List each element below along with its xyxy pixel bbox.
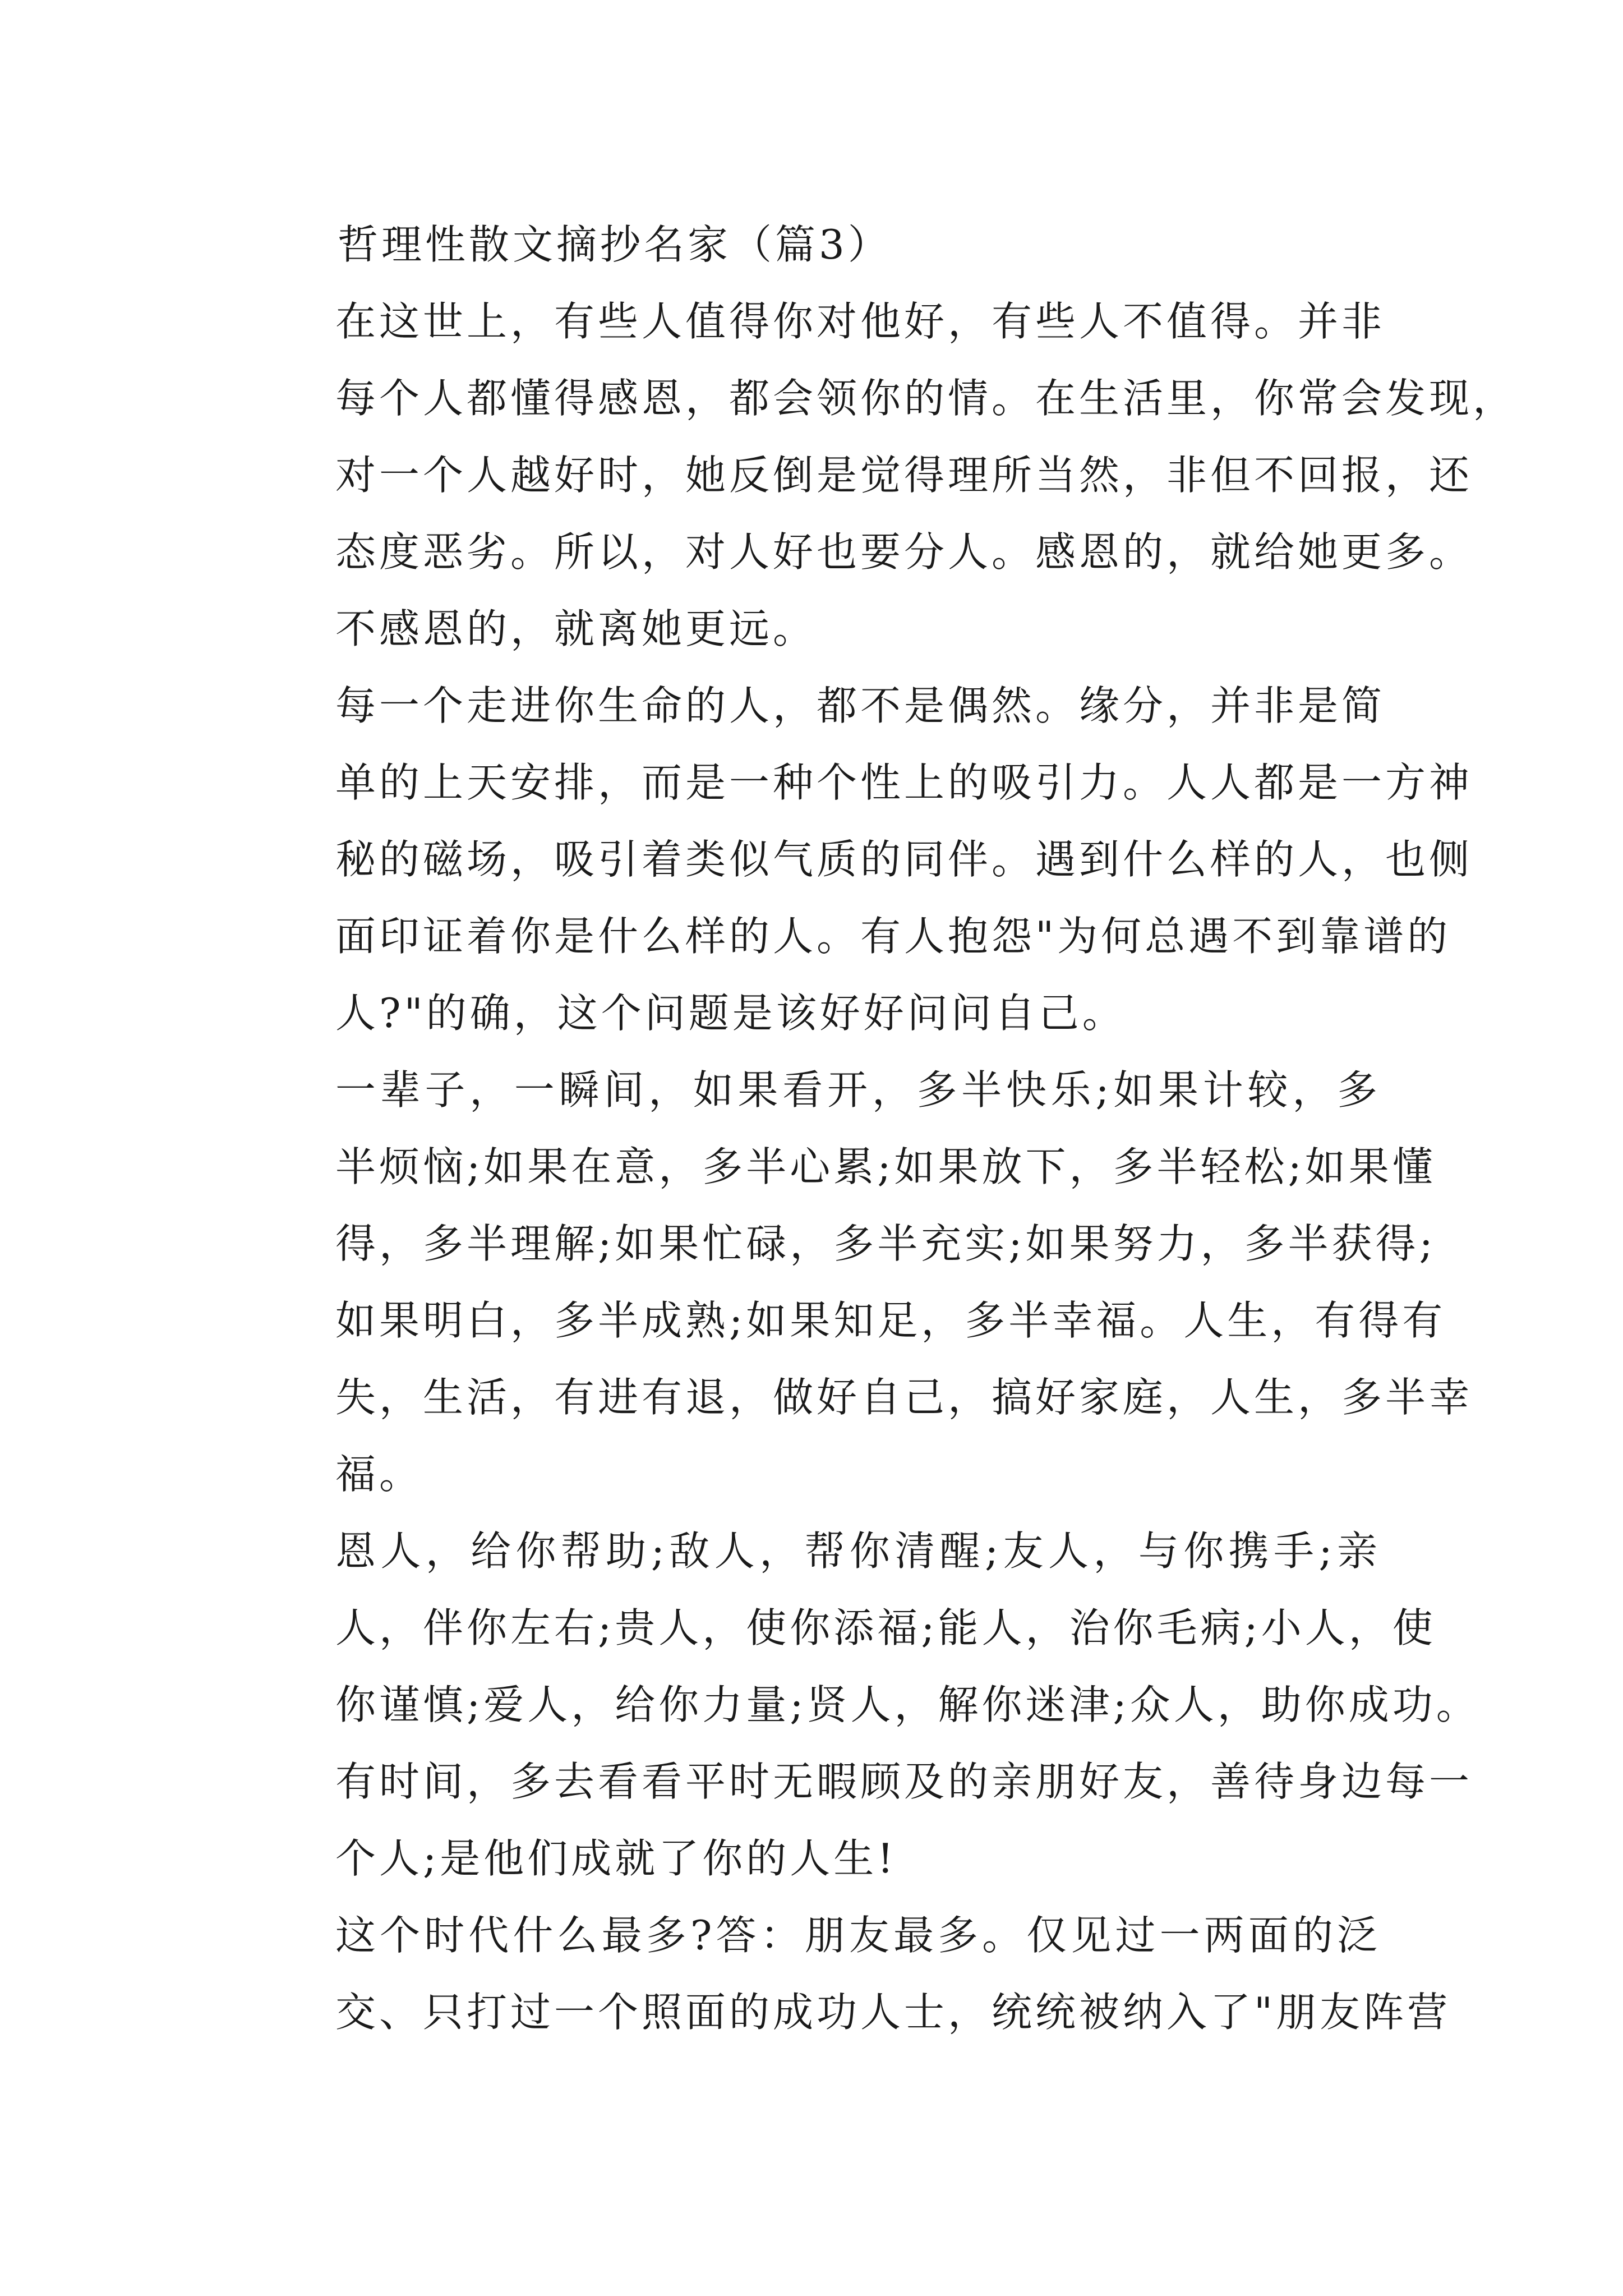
paragraph-line: 福。 [335, 1451, 423, 1498]
paragraph-1 [248, 283, 1517, 668]
paragraph-line: 半烦恼;如果在意，多半心累;如果放下，多半轻松;如果懂 [335, 1143, 1436, 1190]
paragraph-line: 人，伴你左右;贵人，使你添福;能人，治你毛病;小人，使 [335, 1604, 1436, 1651]
paragraph-line: 秘的磁场，吸引着类似气质的同伴。遇到什么样的人，也侧 [335, 836, 1473, 883]
paragraph-3 [248, 1052, 1473, 1513]
paragraph-line: 恩人，给你帮助;敌人，帮你清醒;友人，与你携手;亲 [335, 1527, 1381, 1575]
document-body [248, 206, 1517, 2051]
paragraph-2 [248, 668, 1473, 1052]
paragraph-line: 在这世上，有些人值得你对他好，有些人不值得。并非 [335, 298, 1386, 345]
paragraph-line: 如果明白，多半成熟;如果知足，多半幸福。人生，有得有 [335, 1297, 1446, 1344]
paragraph-line: 面印证着你是什么样的人。有人抱怨"为何总遇不到靠谱的 [335, 913, 1451, 960]
paragraph-line: 单的上天安排，而是一种个性上的吸引力。人人都是一方神 [335, 759, 1473, 806]
paragraph-line: 你谨慎;爱人，给你力量;贤人，解你迷津;众人，助你成功。 [335, 1681, 1480, 1728]
paragraph-line: 每个人都懂得感恩，都会领你的情。在生活里，你常会发现， [335, 375, 1517, 422]
paragraph-line: 人?"的确，这个问题是该好好问问自己。 [335, 990, 1126, 1037]
document-title: 哲理性散文摘抄名家（篇3） [338, 221, 892, 268]
paragraph-line: 个人;是他们成就了你的人生! [335, 1835, 897, 1882]
paragraph-line: 有时间，多去看看平时无暇顾及的亲朋好友，善待身边每一 [335, 1758, 1473, 1805]
paragraph-line: 这个时代什么最多?答：朋友最多。仅见过一两面的泛 [335, 1912, 1381, 1959]
paragraph-line: 得，多半理解;如果忙碌，多半充实;如果努力，多半获得; [335, 1220, 1436, 1267]
paragraph-line: 每一个走进你生命的人，都不是偶然。缘分，并非是简 [335, 682, 1386, 729]
paragraph-line: 不感恩的，就离她更远。 [335, 605, 817, 652]
paragraph-5 [248, 1897, 1451, 2051]
paragraph-line: 对一个人越好时，她反倒是觉得理所当然，非但不回报，还 [335, 452, 1473, 499]
paragraph-line: 交、只打过一个照面的成功人士，统统被纳入了"朋友阵营 [335, 1989, 1451, 2036]
paragraph-4 [248, 1513, 1480, 1897]
paragraph-line: 态度恶劣。所以，对人好也要分人。感恩的，就给她更多。 [335, 528, 1473, 576]
paragraph-line: 失，生活，有进有退，做好自己，搞好家庭，人生，多半幸 [335, 1374, 1473, 1421]
paragraph-line: 一辈子，一瞬间，如果看开，多半快乐;如果计较，多 [335, 1066, 1381, 1114]
